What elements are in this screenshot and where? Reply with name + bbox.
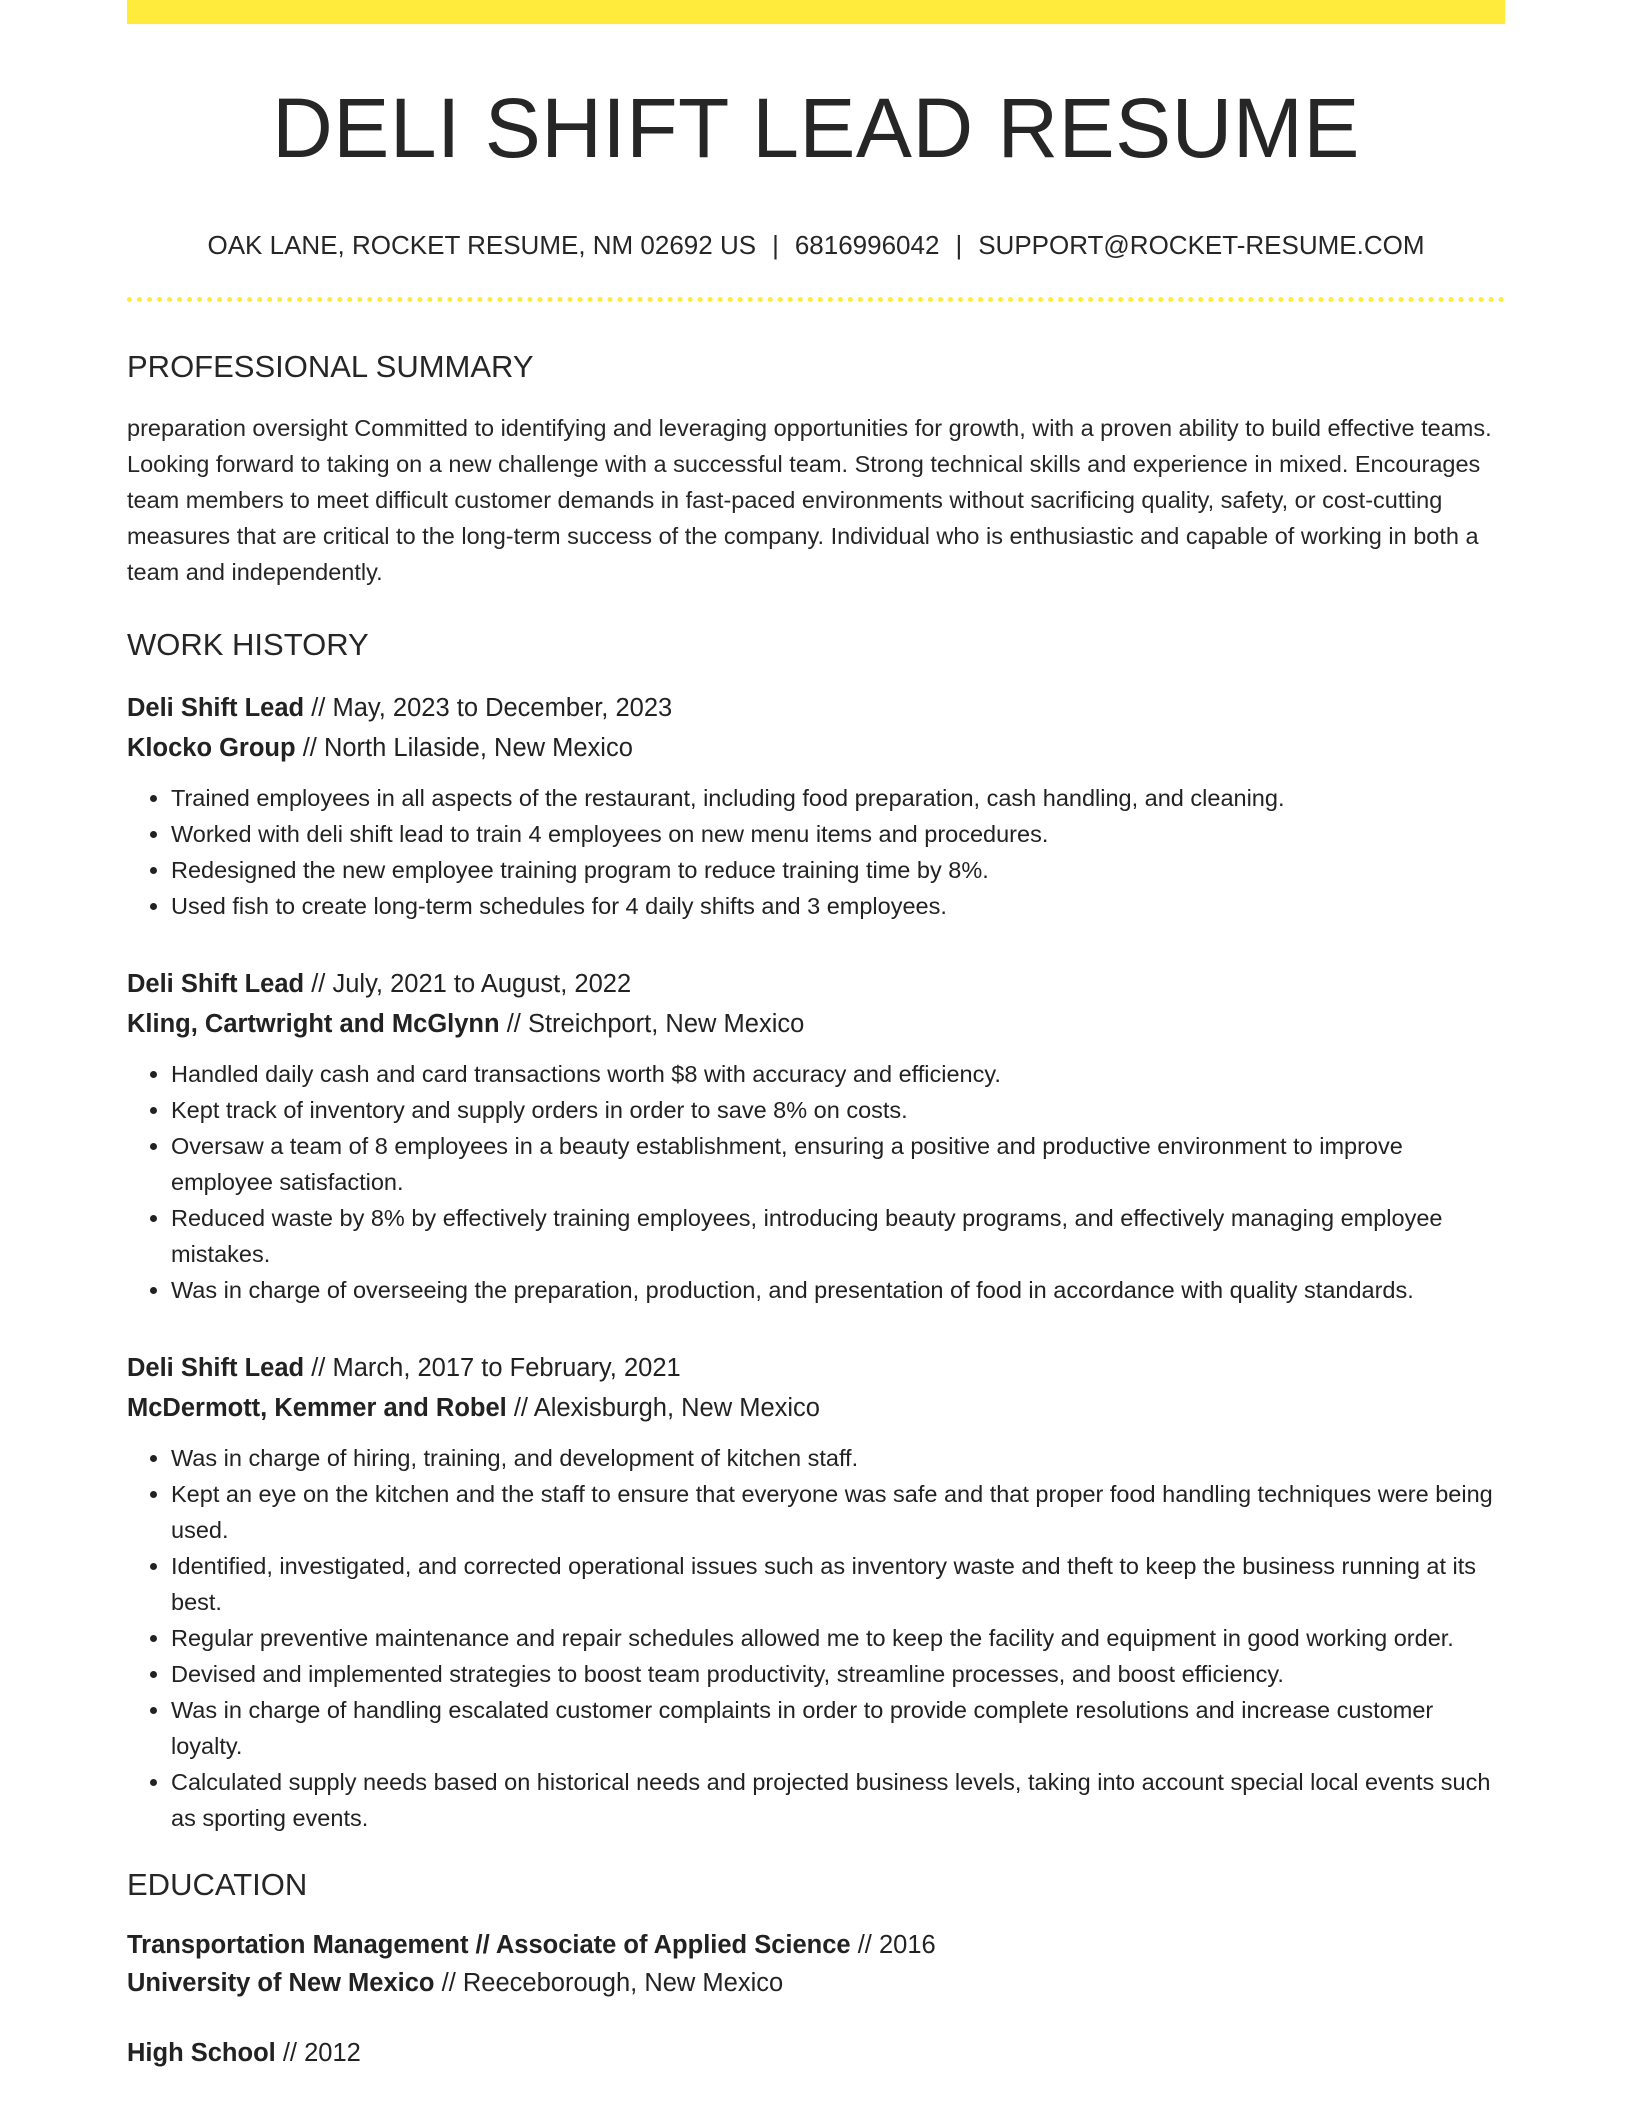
bullet-item: • Oversaw a team of 8 employees in a beauty establishment, ensuring a positive and productive environment to improve employee satisfaction. — [171, 1128, 1505, 1200]
job-bullets — [127, 1440, 1505, 1836]
education-year: 2016 — [878, 1931, 936, 1959]
job-location: North Lilaside, New Mexico — [323, 734, 633, 762]
bullet-item: • Identified, investigated, and corrected operational issues such as inventory waste and theft to keep the business running at its best. — [171, 1548, 1505, 1620]
job-delimiter: // — [311, 694, 326, 722]
bullet-item: • Was in charge of overseeing the preparation, production, and presentation of food in accordance with quality standards. — [171, 1272, 1505, 1308]
job-company: McDermott, Kemmer and Robel — [127, 1394, 507, 1422]
job-entry — [127, 1348, 1505, 1836]
education-degree-line — [127, 1926, 1505, 1964]
bullet-item: • Reduced waste by 8% by effectively training employees, introducing beauty programs, and effectively managing employee mistakes. — [171, 1200, 1505, 1272]
job-bullets — [127, 1056, 1505, 1308]
job-title: Deli Shift Lead — [127, 694, 305, 722]
job-delimiter: // — [506, 1010, 521, 1038]
job-title-line — [127, 964, 1505, 1004]
bullet-item: • Redesigned the new employee training program to reduce training time by 8%. — [171, 852, 1505, 888]
bullet-item: • Handled daily cash and card transactions worth $8 with accuracy and efficiency. — [171, 1056, 1505, 1092]
job-location: Alexisburgh, New Mexico — [533, 1394, 820, 1422]
education-delimiter: // — [282, 2039, 298, 2067]
job-entry — [127, 688, 1505, 924]
job-company-line — [127, 1388, 1505, 1428]
bullet-item: • Trained employees in all aspects of the restaurant, including food preparation, cash handling, and cleaning. — [171, 780, 1505, 816]
contact-separator: | — [772, 230, 779, 260]
job-dates: May, 2023 to December, 2023 — [332, 694, 673, 722]
education-delimiter: // — [857, 1931, 872, 1959]
job-title: Deli Shift Lead — [127, 970, 305, 998]
job-title-line — [127, 688, 1505, 728]
education-school: University of New Mexico — [127, 1969, 435, 1997]
bullet-item: • Was in charge of hiring, training, and development of kitchen staff. — [171, 1440, 1505, 1476]
job-delimiter: // — [302, 734, 317, 762]
contact-address: OAK LANE, ROCKET RESUME, NM 02692 US — [207, 230, 757, 260]
education-degree-line — [127, 2034, 1505, 2072]
contact-separator: | — [955, 230, 963, 260]
job-dates: July, 2021 to August, 2022 — [332, 970, 632, 998]
bullet-item: • Worked with deli shift lead to train 4 employees on new menu items and procedures. — [171, 816, 1505, 852]
job-delimiter: // — [311, 1354, 326, 1382]
bullet-item: • Kept track of inventory and supply orders in order to save 8% on costs. — [171, 1092, 1505, 1128]
accent-top-bar — [127, 0, 1505, 24]
bullet-item: • Calculated supply needs based on historical needs and projected business levels, taking into account special local events such as sporting events. — [171, 1764, 1505, 1836]
job-company-line — [127, 728, 1505, 768]
summary-heading: PROFESSIONAL SUMMARY — [127, 349, 534, 384]
job-location: Streichport, New Mexico — [527, 1010, 805, 1038]
education-entry — [127, 1926, 1505, 2002]
education-year: 2012 — [304, 2039, 361, 2067]
education-degree: Transportation Management // Associate of Applied Science — [127, 1931, 851, 1959]
job-company: Kling, Cartwright and McGlynn — [127, 1010, 500, 1038]
education-heading: EDUCATION — [127, 1867, 308, 1902]
job-delimiter: // — [311, 970, 326, 998]
resume-title: DELI SHIFT LEAD RESUME — [272, 81, 1360, 175]
job-entry — [127, 964, 1505, 1308]
job-company: Klocko Group — [127, 734, 296, 762]
bullet-item: • Regular preventive maintenance and repair schedules allowed me to keep the facility and equipment in good working order. — [171, 1620, 1505, 1656]
job-delimiter: // — [513, 1394, 529, 1422]
work-history-heading: WORK HISTORY — [127, 627, 369, 662]
bullet-item: • Was in charge of handling escalated customer complaints in order to provide complete resolutions and increase customer loyalty. — [171, 1692, 1505, 1764]
job-title-line — [127, 1348, 1505, 1388]
job-bullets — [127, 780, 1505, 924]
bullet-item: • Kept an eye on the kitchen and the staff to ensure that everyone was safe and that proper food handling techniques were being used. — [171, 1476, 1505, 1548]
resume-page — [127, 0, 1505, 2072]
dotted-divider — [127, 297, 1505, 302]
bullet-item: • Used fish to create long-term schedules for 4 daily shifts and 3 employees. — [171, 888, 1505, 924]
bullet-item: • Devised and implemented strategies to boost team productivity, streamline processes, and boost efficiency. — [171, 1656, 1505, 1692]
job-company-line — [127, 1004, 1505, 1044]
education-degree: High School — [127, 2039, 276, 2067]
education-location: Reeceborough, New Mexico — [462, 1969, 784, 1997]
job-dates: March, 2017 to February, 2021 — [332, 1354, 681, 1382]
contact-email: SUPPORT@ROCKET-RESUME.COM — [978, 230, 1425, 260]
job-title: Deli Shift Lead — [127, 1354, 305, 1382]
summary-text: preparation oversight Committed to identifying and leveraging opportunities for growth, with a proven ability to build effective teams. Looking forward to taking on a new challenge with a successful team. Strong technical skills and experience in mixed. Encourages team members to meet difficult customer demands in fast-paced environments without sacrificing quality, safety, or cost-cutting measures that are critical to the long-term success of the company. Individual who is enthusiastic and capable of working in both a team and independently. — [127, 415, 1492, 585]
contact-line — [127, 232, 1505, 258]
education-school-line — [127, 1964, 1505, 2002]
education-delimiter: // — [441, 1969, 456, 1997]
contact-phone: 6816996042 — [794, 230, 940, 260]
education-entry — [127, 2034, 1505, 2072]
